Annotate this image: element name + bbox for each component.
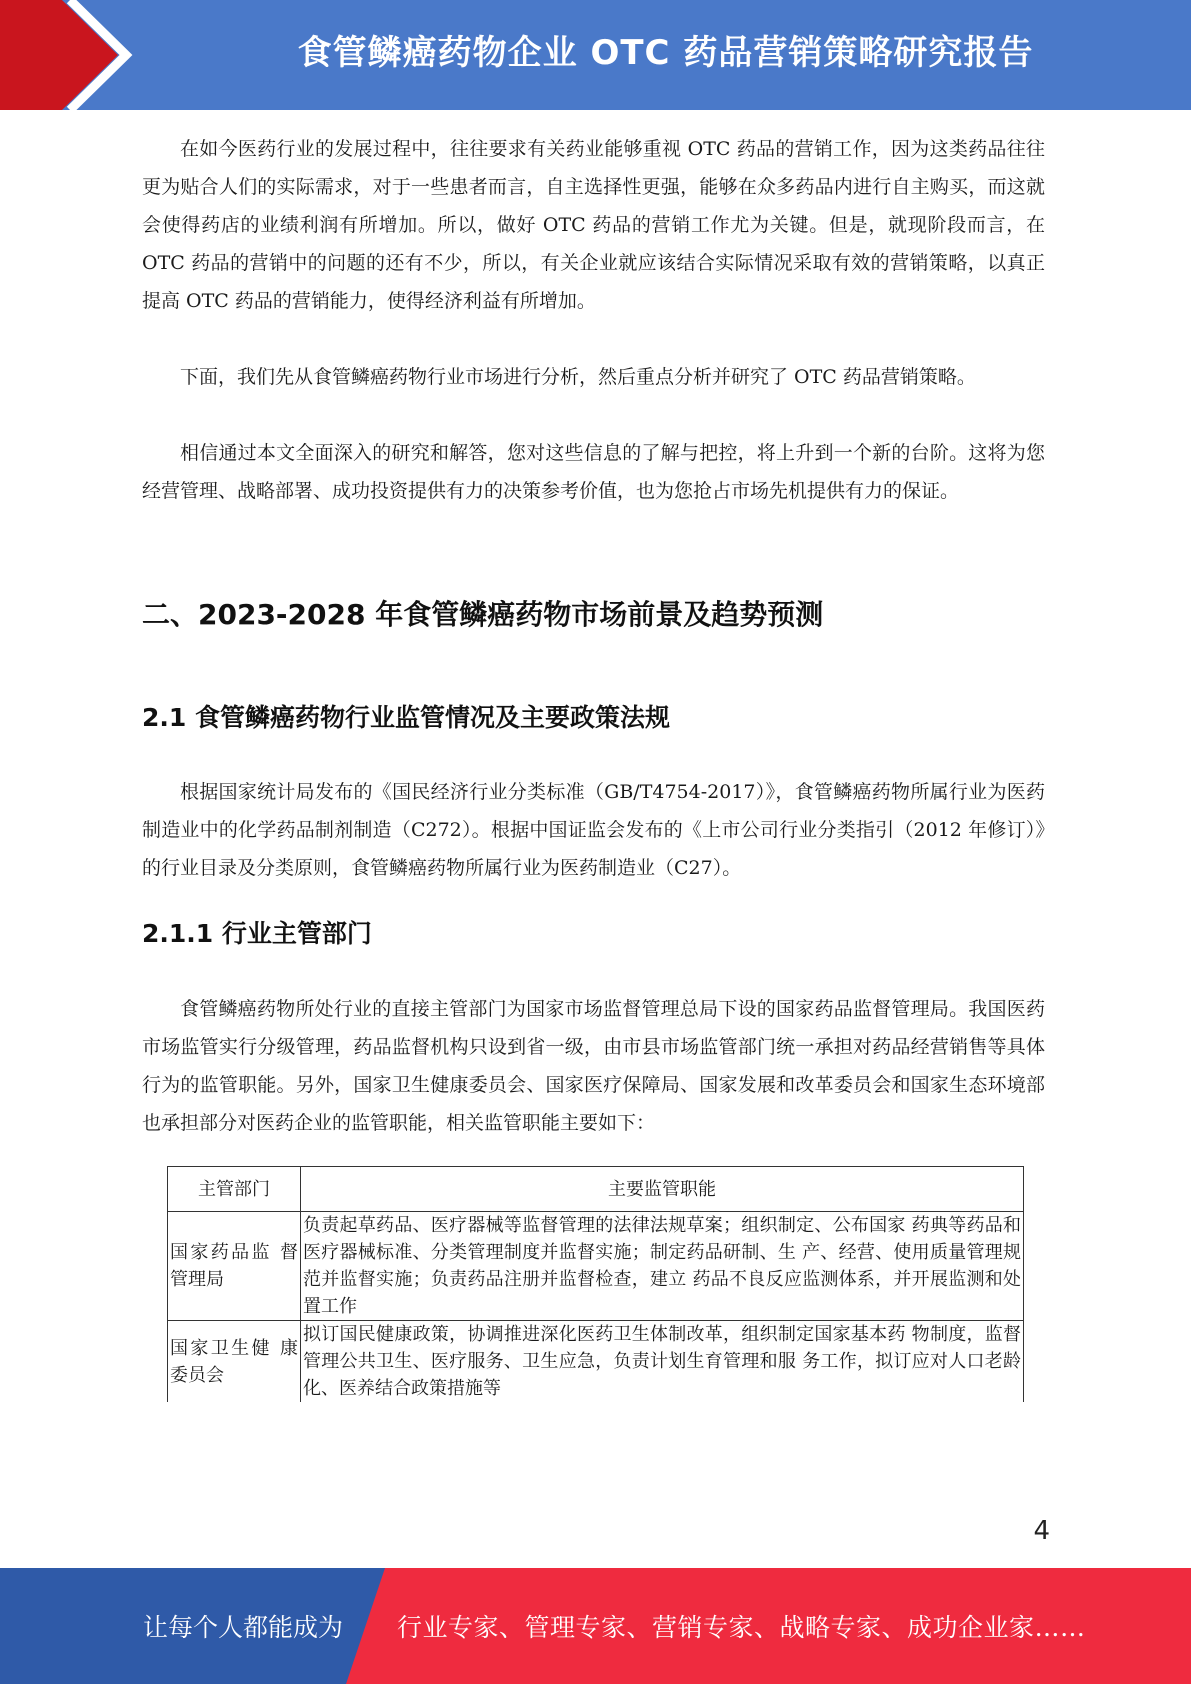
table-header-duty: 主要监管职能	[301, 1167, 1024, 1212]
section-2-1-1-paragraph: 食管鳞癌药物所处行业的直接主管部门为国家市场监督管理总局下设的国家药品监督管理局。我国医药市场监管实行分级管理，药品监督机构只设到省一级，由市县市场监管部门统一承担对药品经营销售等具体行为的监管职能。另外，国家卫生健康委员会、国家医疗保障局、国家发展和改革委员会和国家生态环境部也承担部分对医药企业的监管职能，相关监管职能主要如下：	[142, 998, 1045, 1134]
table-row	[168, 1212, 1024, 1321]
section-2-1-heading: 2.1 食管鳞癌药物行业监管情况及主要政策法规	[142, 703, 670, 732]
table-cell-dept: 国家卫生健 康委员会	[168, 1321, 301, 1403]
section-2-heading: 二、2023-2028 年食管鳞癌药物市场前景及趋势预测	[142, 598, 824, 631]
table-cell-duty: 负责起草药品、医疗器械等监督管理的法律法规草案；组织制定、公布国家 药典等药品和医疗器械标准、分类管理制度并监督实施；制定药品研制、生 产、经营、使用质量管理规范并监督实施；负责药品注册并监督检查，建立 药品不良反应监测体系，并开展监测和处置工作	[301, 1212, 1024, 1321]
header-red-arrow-decoration	[0, 0, 150, 110]
intro-paragraph-2: 下面，我们先从食管鳞癌药物行业市场进行分析，然后重点分析并研究了 OTC 药品营销策略。	[180, 366, 976, 388]
table-header-row	[168, 1167, 1024, 1212]
page-number: 4	[1033, 1516, 1050, 1546]
table-row	[168, 1321, 1024, 1403]
regulator-table	[167, 1166, 1024, 1402]
table-cell-dept: 国家药品监 督管理局	[168, 1212, 301, 1321]
report-title: 食管鳞癌药物企业 OTC 药品营销策略研究报告	[297, 33, 1034, 73]
intro-section	[142, 130, 1045, 510]
page-footer	[0, 1568, 1191, 1684]
footer-slogan-left: 让每个人都能成为	[143, 1613, 344, 1642]
table-cell-duty: 拟订国民健康政策，协调推进深化医药卫生体制改革，组织制定国家基本药 物制度，监督管理公共卫生、医疗服务、卫生应急，负责计划生育管理和服 务工作，拟订应对人口老龄化、医养结合政策措施等	[301, 1321, 1024, 1403]
intro-paragraph-1: 在如今医药行业的发展过程中，往往要求有关药业能够重视 OTC 药品的营销工作，因为这类药品往往更为贴合人们的实际需求，对于一些患者而言，自主选择性更强，能够在众多药品内进行自主购买，而这就会使得药店的业绩利润有所增加。所以，做好 OTC 药品的营销工作尤为关键。但是，就现阶段而言，在 OTC 药品的营销中的问题的还有不少，所以，有关企业就应该结合实际情况采取有效的营销策略，以真正提高 OTC 药品的营销能力，使得经济利益有所增加。	[142, 138, 1045, 312]
section-2-1-paragraph: 根据国家统计局发布的《国民经济行业分类标准（GB/T4754-2017）》，食管鳞癌药物所属行业为医药制造业中的化学药品制剂制造（C272）。根据中国证监会发布的《上市公司行业分类指引（2012 年修订）》的行业目录及分类原则，食管鳞癌药物所属行业为医药制造业（C27）。	[142, 781, 1045, 879]
intro-paragraph-3: 相信通过本文全面深入的研究和解答，您对这些信息的了解与把控，将上升到一个新的台阶。这将为您经营管理、战略部署、成功投资提供有力的决策参考价值，也为您抢占市场先机提供有力的保证。	[142, 442, 1045, 502]
page-header	[0, 0, 1191, 110]
footer-slogan-right: 行业专家、管理专家、营销专家、战略专家、成功企业家……	[397, 1613, 1086, 1642]
section-2-1-1-heading: 2.1.1 行业主管部门	[142, 919, 372, 948]
table-header-dept: 主管部门	[168, 1167, 301, 1212]
